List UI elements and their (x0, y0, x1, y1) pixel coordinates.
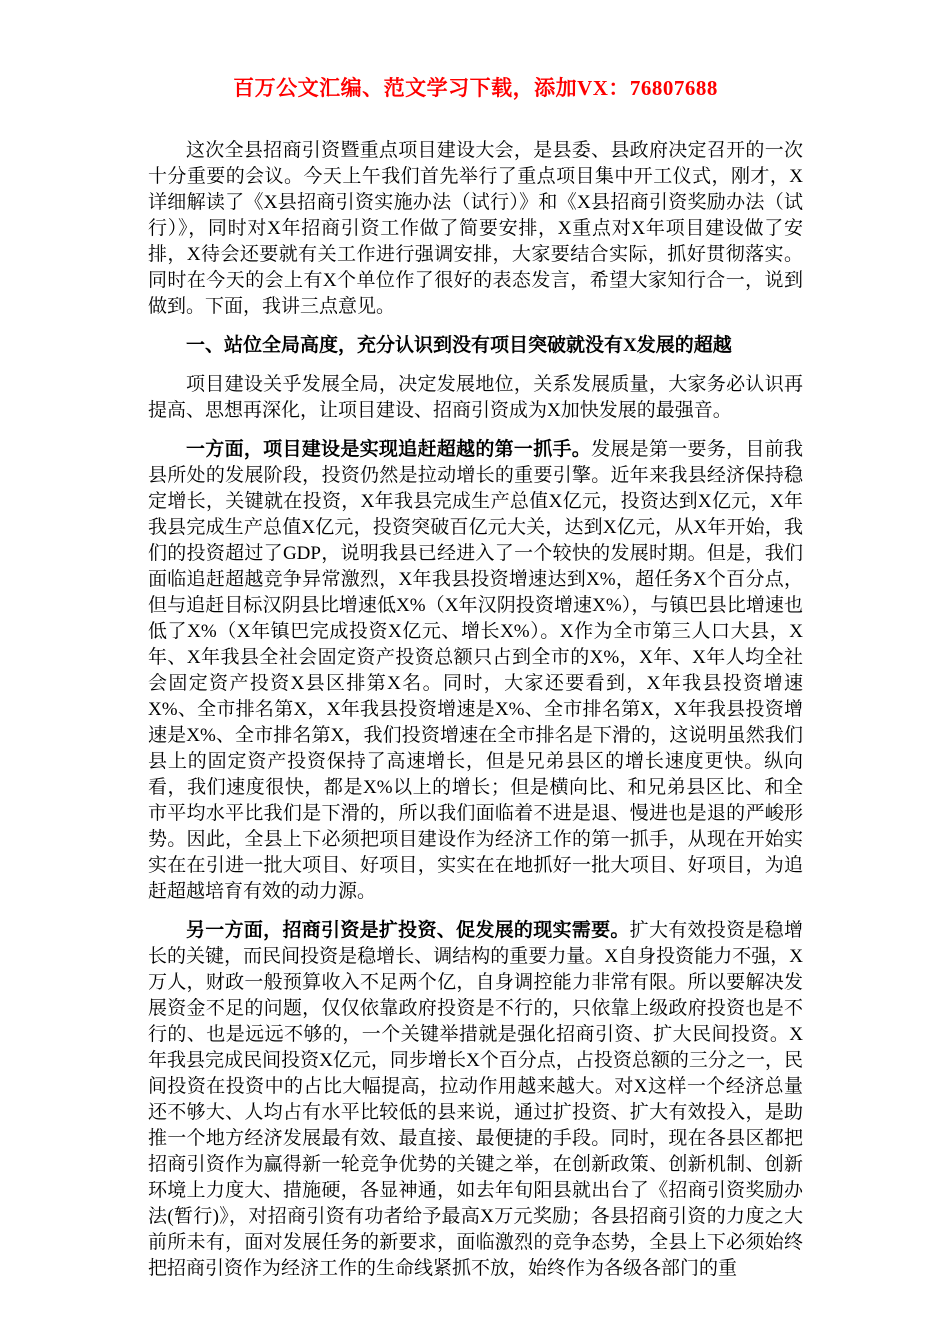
paragraph-text: 发展是第一要务，目前我县所处的发展阶段，投资仍然是拉动增长的重要引擎。近年来我县经济保持稳定增长，关键就在投资，X年我县完成生产总值X亿元，投资达到X亿元，X年我县完成生产总值X亿元，投资突破百亿元大关，达到X亿元，从X年开始，我们的投资超过了GDP，说明我县已经进入了一个较快的发展时期。但是，我们面临追赶超越竞争异常激烈，X年我县投资增速达到X%，超任务X个百分点，但与追赶目标汉阴县比增速低X%（X年汉阴投资增速X%），与镇巴县比增速也低了X%（X年镇巴完成投资X亿元、增长X%）。X作为全市第三人口大县，X年、X年我县全社会固定资产投资总额只占到全市的X%，X年、X年人均全社会固定资产投资X县区排第X名。同时，大家还要看到，X年我县投资增速X%、全市排名第X，X年我县投资增速是X%、全市排名第X，X年我县投资增速是X%、全市排名第X，我们投资增速在全市排名是下滑的，这说明虽然我们县上的固定资产投资保持了高速增长，但是兄弟县区的增长速度更快。纵向看，我们速度很快，都是X%以上的增长；但是横向比、和兄弟县区比、和全市平均水平比我们是下滑的，所以我们面临着不进是退、慢进也是退的严峻形势。因此，全县上下必须把项目建设作为经济工作的第一抓手，从现在开始实实在在引进一批大项目、好项目，实实在在地抓好一批大项目、好项目，为追赶超越培育有效的动力源。 (148, 439, 803, 902)
paragraph-text: 项目建设关乎发展全局，决定发展地位，关系发展质量，大家务必认识再提高、思想再深化，让项目建设、招商引资成为X加快发展的最强音。 (148, 374, 803, 421)
paragraph-lead: 一方面，项目建设是实现追赶超越的第一抓手。 (186, 439, 592, 460)
heading-text: 一、站位全局高度，充分认识到没有项目突破就没有X发展的超越 (186, 335, 732, 356)
paragraph-text: 这次全县招商引资暨重点项目建设大会，是县委、县政府决定召开的一次十分重要的会议。今天上午我们首先举行了重点项目集中开工仪式，刚才，X详细解读了《X县招商引资实施办法（试行）》和《X县招商引资奖励办法（试行）》，同时对X年招商引资工作做了简要安排，X重点对X年项目建设做了安排，X待会还要就有关工作进行强调安排，大家要结合实际，抓好贯彻落实。同时在今天的会上有X个单位作了很好的表态发言，希望大家知行合一，说到做到。下面，我讲三点意见。 (148, 140, 803, 317)
paragraph-aspect-two (148, 918, 803, 1282)
document-body (148, 138, 803, 1282)
paragraph-overview (148, 372, 803, 424)
section-heading-1 (148, 333, 803, 359)
paragraph-text: 扩大有效投资是稳增长的关键，而民间投资是稳增长、调结构的重要力量。X自身投资能力不强，X万人，财政一般预算收入不足两个亿，自身调控能力非常有限。所以要解决发展资金不足的问题，仅仅依靠政府投资是不行的，只依靠上级政府投资也是不行的、也是远远不够的，一个关键举措就是强化招商引资、扩大民间投资。X年我县完成民间投资X亿元，同步增长X个百分点，占投资总额的三分之一，民间投资在投资中的占比大幅提高，拉动作用越来越大。对X这样一个经济总量还不够大、人均占有水平比较低的县来说，通过扩投资、扩大有效投入，是助推一个地方经济发展最有效、最直接、最便捷的手段。同时，现在各县区都把招商引资作为赢得新一轮竞争优势的关键之举，在创新政策、创新机制、创新环境上力度大、措施硬，各显神通，如去年旬阳县就出台了《招商引资奖励办法(暂行)》，对招商引资有功者给予最高X万元奖励；各县招商引资的力度之大前所未有，面对发展任务的新要求，面临激烈的竞争态势，全县上下必须始终把招商引资作为经济工作的生命线紧抓不放，始终作为各级各部门的重 (148, 920, 803, 1279)
paragraph-intro (148, 138, 803, 320)
paragraph-lead: 另一方面，招商引资是扩投资、促发展的现实需要。 (186, 920, 630, 941)
download-notice: 百万公文汇编、范文学习下载，添加VX：76807688 (233, 76, 718, 100)
paragraph-aspect-one (148, 437, 803, 905)
